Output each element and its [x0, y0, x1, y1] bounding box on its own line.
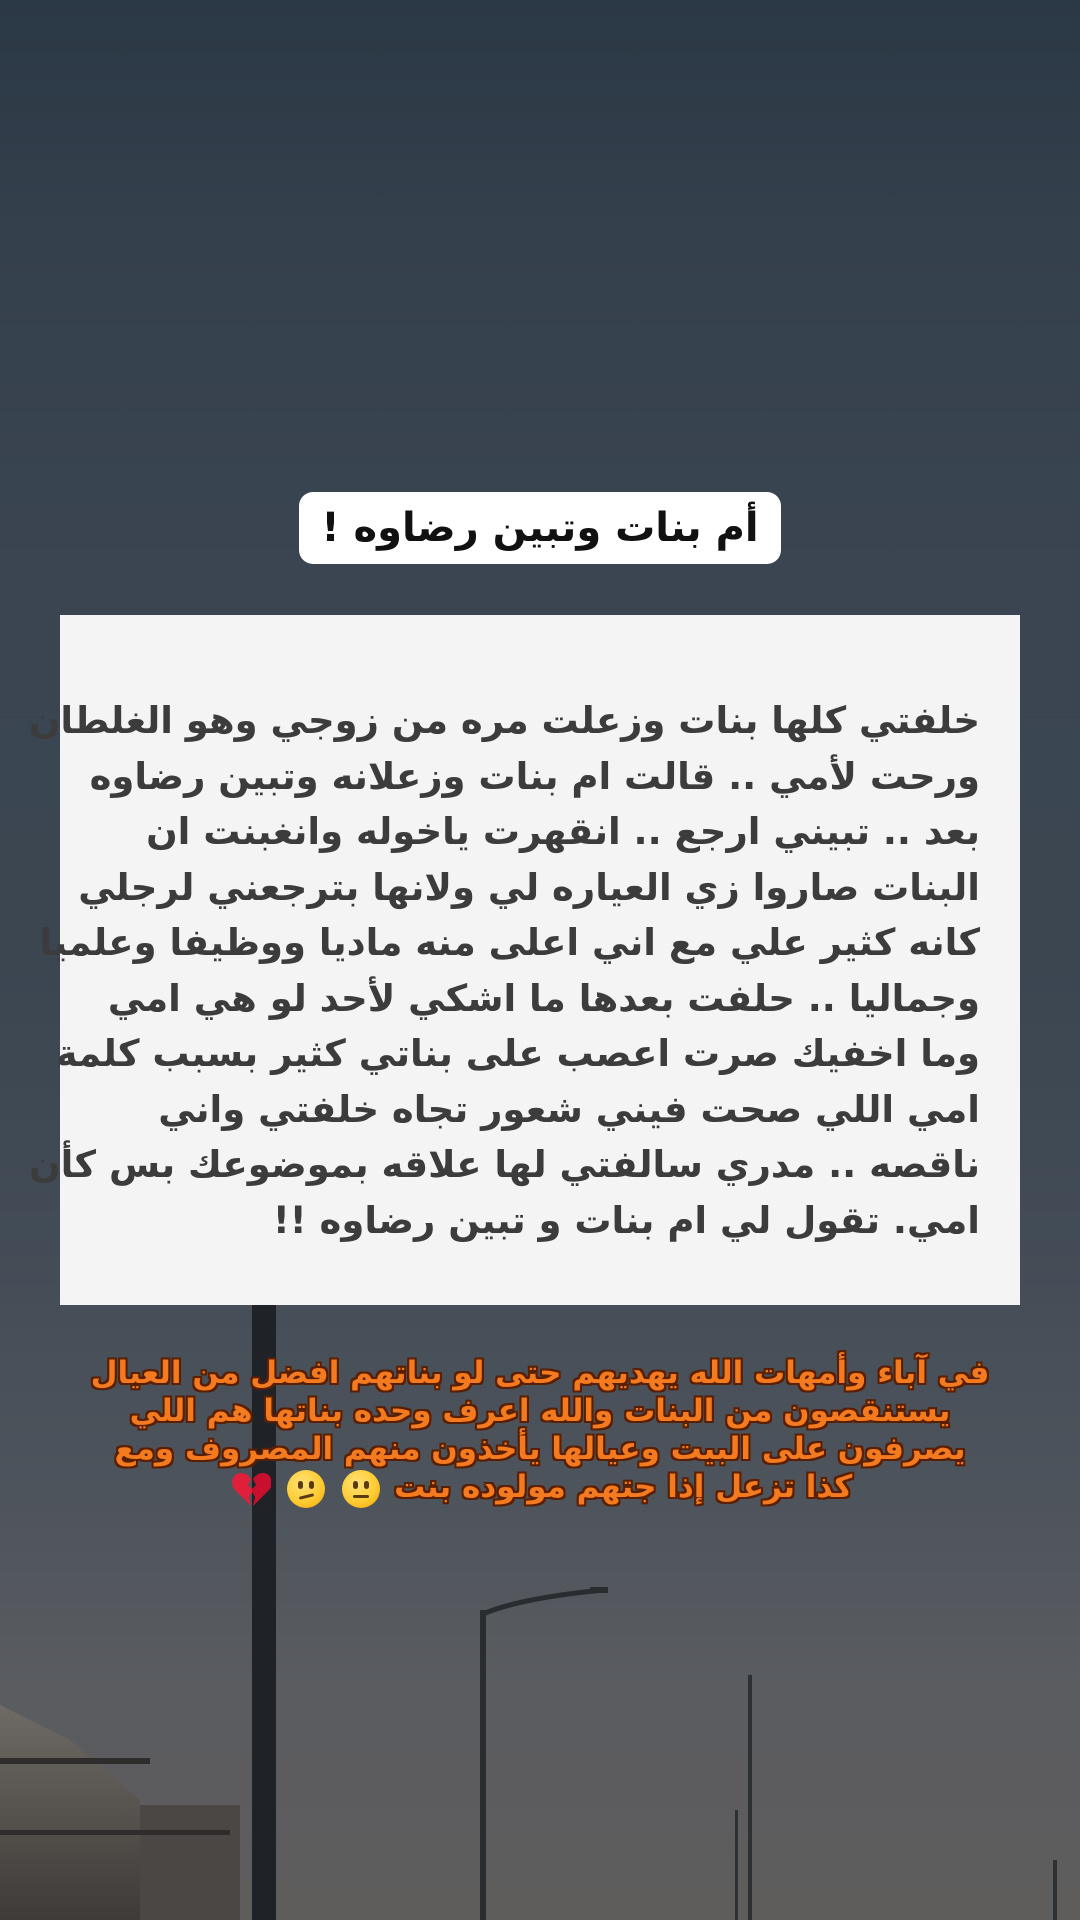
caption-text: أم بنات وتبين رضاوه !	[321, 505, 759, 551]
confused-face-icon	[287, 1470, 325, 1508]
broken-heart-icon	[231, 1470, 271, 1508]
story-text	[28, 693, 980, 1248]
overlay-line-text: كذا تزعل إذا جتهم مولوده بنت	[394, 1469, 853, 1505]
story-line: خلفتي كلها بنات وزعلت مره من زوجي وهو الغلطان	[28, 699, 980, 742]
story-line: وجماليا .. حلفت بعدها ما اشكي لأحد لو هي امي	[107, 976, 980, 1020]
story-line: بعد .. تبيني ارجع .. انقهرت ياخوله وانغبنت ان	[146, 810, 980, 853]
overlay-line: يستنقصون من البنات والله اعرف وحده بناتها هم اللي	[129, 1393, 951, 1429]
story-line: ناقصه .. مدري سالفتي لها علاقه بموضوعك بس كأن	[29, 1143, 980, 1186]
quoted-story-card	[28, 615, 1020, 1305]
story-line: كانه كثير علي مع اني اعلى منه ماديا ووظيفا وعلميا	[39, 921, 980, 964]
overlay-line: يصرفون على البيت وعيالها يأخذون منهم المصروف ومع	[114, 1431, 966, 1467]
story-line: ورحت لأمي .. قالت ام بنات وزعلانه وتبين رضاوه	[89, 754, 980, 798]
story-line: وما اخفيك صرت اعصب على بناتي كثير بسبب كلمة	[55, 1032, 980, 1075]
caption-pill	[299, 492, 781, 564]
overlay-line: في آباء وأمهات الله يهديهم حتى لو بناتهم افضل من العيال	[90, 1355, 990, 1391]
overlay-last-line	[80, 1468, 1000, 1508]
neutral-face-icon	[342, 1470, 380, 1508]
story-line: امي اللي صحت فيني شعور تجاه خلفتي واني	[158, 1087, 980, 1131]
building-silhouette	[0, 1705, 140, 1920]
story-line: امي. تقول لي ام بنات و تبين رضاوه !!	[272, 1198, 980, 1242]
overlay-comment	[80, 1354, 1000, 1508]
story-line: البنات صاروا زي العياره لي ولانها بترجعني لرجلي	[78, 865, 980, 909]
street-light-pole	[480, 1610, 486, 1920]
